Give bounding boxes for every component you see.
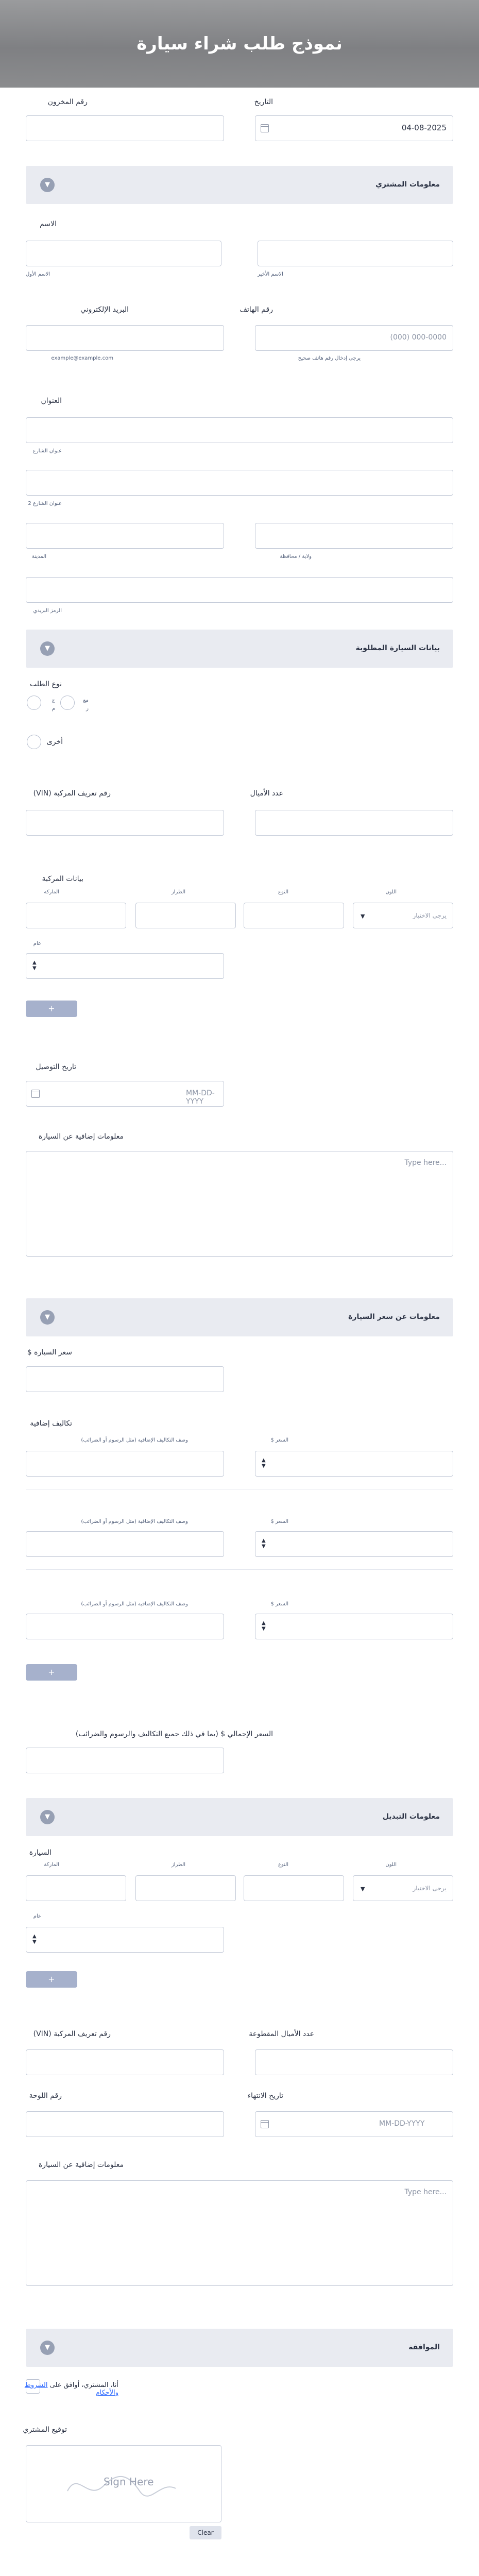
tradein-color-label: اللون	[385, 1862, 397, 1868]
section-buyer-info[interactable]	[26, 166, 453, 204]
vehicle-data-label: بيانات المركبة	[42, 875, 83, 883]
last-name-input[interactable]	[258, 241, 453, 266]
tradein-model-label: الطراز	[171, 1862, 185, 1868]
expiry-date-label: تاريخ الانتهاء	[247, 2092, 283, 2100]
tradein-make-input[interactable]	[26, 1875, 126, 1901]
date-field[interactable]	[255, 115, 453, 141]
section-title: الموافقة	[408, 2343, 440, 2351]
textarea-placeholder: Type here...	[404, 2188, 447, 2196]
tradein-color-value: يرجى الاختيار	[413, 1885, 447, 1892]
price-col-label-1: السعر $	[270, 1437, 288, 1443]
agree-prefix: أنا، المشتري، أوافق على	[49, 2381, 118, 2389]
last-name-sublabel: الاسم الأخير	[258, 272, 283, 277]
color-select-value: يرجى الاختيار	[413, 912, 447, 919]
buyer-signature-pad[interactable]	[26, 2445, 221, 2522]
tradein-trim-input[interactable]	[244, 1875, 344, 1901]
phone-placeholder: (000) 000-0000	[390, 333, 447, 342]
radio-other[interactable]	[27, 735, 41, 749]
stock-number-input[interactable]	[26, 115, 224, 141]
radio-option-1-label: ج	[52, 698, 55, 703]
make-column-label: الماركة	[44, 889, 59, 895]
trim-column-label: النوع	[278, 889, 288, 895]
terms-link[interactable]: الشروط والأحكام	[24, 2381, 118, 2397]
zip-sublabel: الرمز البريدي	[33, 608, 62, 614]
total-price-input[interactable]	[26, 1748, 224, 1773]
miles-input[interactable]	[255, 810, 453, 836]
section-vehicle-info[interactable]	[26, 630, 453, 668]
form-title: نموذج طلب شراء سيارة	[136, 33, 343, 54]
textarea-placeholder: Type here...	[404, 1159, 447, 1167]
extra-cost-price-1[interactable]	[255, 1451, 453, 1477]
section-title: معلومات المشتري	[375, 180, 440, 189]
car-price-label: سعر السيارة $	[27, 1348, 72, 1357]
vin-input[interactable]	[26, 810, 224, 836]
phone-hint: يرجى إدخال رقم هاتف صحيح	[298, 355, 361, 361]
plate-label: رقم اللوحة	[29, 2092, 62, 2100]
section-consent[interactable]	[26, 2329, 453, 2367]
phone-input[interactable]	[255, 325, 453, 351]
vehicle-extra-label: معلومات إضافية عن السيارة	[38, 1132, 124, 1141]
date-value: 04-08-2025	[401, 123, 447, 132]
chevron-down-icon[interactable]: ▼	[40, 1810, 55, 1824]
first-name-input[interactable]	[26, 241, 221, 266]
year-input[interactable]	[26, 953, 224, 979]
tradein-miles-input[interactable]	[255, 2049, 453, 2075]
trim-input[interactable]	[244, 903, 344, 928]
date-label: التاريخ	[254, 98, 273, 106]
tradein-trim-label: النوع	[278, 1862, 288, 1868]
tradein-make-label: الماركة	[44, 1862, 59, 1868]
street-input[interactable]	[26, 417, 453, 443]
first-name-sublabel: الاسم الأول	[26, 272, 50, 277]
radio-option-2-label: م	[52, 706, 55, 711]
tradein-year-input[interactable]	[26, 1927, 224, 1953]
condition-label: نوع الطلب	[30, 680, 62, 688]
delivery-date-placeholder: MM-DD-YYYY	[186, 1089, 215, 1106]
extra-cost-desc-1[interactable]	[26, 1451, 224, 1477]
color-select[interactable]	[353, 903, 453, 928]
add-vehicle-row-button[interactable]: +	[26, 1001, 77, 1017]
price-col-label-3: السعر $	[270, 1601, 288, 1607]
extra-cost-desc-3[interactable]	[26, 1614, 224, 1639]
color-column-label: اللون	[385, 889, 397, 895]
stepper-icon[interactable]: ▲ ▼	[32, 960, 37, 971]
stepper-icon[interactable]: ▲ ▼	[262, 1538, 266, 1549]
tradein-model-input[interactable]	[135, 1875, 236, 1901]
plate-input[interactable]	[26, 2111, 224, 2137]
tradein-vin-label: رقم تعريف المركبة (VIN)	[33, 2030, 111, 2038]
make-input[interactable]	[26, 903, 126, 928]
vehicle-extra-textarea[interactable]	[26, 1151, 453, 1257]
sign-here-text: Sign Here	[104, 2476, 154, 2488]
name-label: الاسم	[40, 220, 57, 228]
vin-label: رقم تعريف المركبة (VIN)	[33, 789, 111, 798]
stock-number-label: رقم المخزون	[47, 98, 88, 106]
phone-label: رقم الهاتف	[239, 306, 273, 314]
section-title: معلومات عن سعر السيارة	[348, 1313, 440, 1321]
chevron-down-icon[interactable]: ▼	[40, 641, 55, 656]
tradein-car-label: السيارة	[29, 1849, 52, 1857]
add-tradein-row-button[interactable]: +	[26, 1971, 77, 1988]
extra-costs-label: تكاليف إضافية	[30, 1419, 72, 1428]
email-label: البريد الإلكتروني	[80, 306, 129, 314]
state-input[interactable]	[255, 523, 453, 549]
desc-col-label-1: وصف التكاليف الإضافية (مثل الرسوم أو الضرائب)	[81, 1437, 188, 1443]
section-tradein-info[interactable]	[26, 1798, 453, 1836]
zip-input[interactable]	[26, 577, 453, 603]
tradein-extra-label: معلومات إضافية عن السيارة	[38, 2161, 124, 2169]
city-sublabel: المدينة	[31, 554, 46, 560]
street2-input[interactable]	[26, 470, 453, 496]
street-sublabel: عنوان الشارع	[32, 448, 62, 454]
tradein-year-label: عام	[33, 1913, 41, 1919]
calendar-icon[interactable]	[31, 1090, 40, 1098]
city-input[interactable]	[26, 523, 224, 549]
state-sublabel: ولاية / محافظة	[280, 554, 312, 560]
radio-other-label: أخرى	[46, 738, 63, 746]
buyer-signature-clear-button[interactable]: Clear	[190, 2526, 221, 2539]
calendar-icon[interactable]	[261, 2120, 269, 2128]
section-title: معلومات التبديل	[382, 1812, 440, 1821]
address-label: العنوان	[41, 397, 62, 405]
radio-option-4-label: ر	[86, 706, 89, 711]
miles-label: عدد الأميال	[250, 789, 283, 798]
chevron-down-icon: ▼	[361, 1886, 365, 1892]
email-input[interactable]	[26, 325, 224, 351]
year-label: عام	[33, 941, 41, 946]
form-header	[0, 0, 479, 88]
model-column-label: الطراز	[171, 889, 185, 895]
tradein-color-select[interactable]	[353, 1875, 453, 1901]
price-col-label-2: السعر $	[270, 1519, 288, 1524]
desc-col-label-2: وصف التكاليف الإضافية (مثل الرسوم أو الضرائب)	[81, 1519, 188, 1524]
agree-text	[0, 2381, 118, 2397]
tradein-miles-label: عدد الأميال المقطوعة	[249, 2030, 314, 2038]
form-body	[0, 88, 479, 2576]
divider	[26, 1569, 453, 1570]
stepper-icon[interactable]: ▲ ▼	[262, 1620, 266, 1632]
buyer-signature-label: توقيع المشتري	[23, 2426, 67, 2434]
extra-cost-price-2[interactable]	[255, 1531, 453, 1557]
expiry-date-placeholder: MM-DD-YYYY	[379, 2120, 425, 2128]
extra-cost-price-3[interactable]	[255, 1614, 453, 1639]
tradein-extra-textarea[interactable]	[26, 2180, 453, 2286]
street2-sublabel: عنوان الشارع 2	[28, 501, 62, 506]
stepper-icon[interactable]: ▲ ▼	[262, 1458, 266, 1469]
email-hint: example@example.com	[51, 355, 113, 361]
calendar-icon[interactable]	[261, 124, 269, 132]
add-extra-cost-button[interactable]: +	[26, 1664, 77, 1681]
car-price-input[interactable]	[26, 1366, 224, 1392]
delivery-date-label: تاريخ التوصيل	[36, 1063, 76, 1071]
model-input[interactable]	[135, 903, 236, 928]
delivery-date-input[interactable]	[26, 1081, 224, 1107]
chevron-down-icon[interactable]: ▼	[40, 1310, 55, 1325]
expiry-date-input[interactable]	[255, 2111, 453, 2137]
total-price-label: السعر الإجمالي $ (بما في ذلك جميع التكاليف والرسوم والضرائب)	[75, 1730, 273, 1738]
extra-cost-desc-2[interactable]	[26, 1531, 224, 1557]
tradein-vin-input[interactable]	[26, 2049, 224, 2075]
section-price-info[interactable]	[26, 1298, 453, 1336]
chevron-down-icon[interactable]: ▼	[40, 178, 55, 192]
chevron-down-icon[interactable]: ▼	[40, 2341, 55, 2355]
radio-option-2[interactable]	[60, 696, 75, 710]
radio-option-1[interactable]	[27, 696, 41, 710]
section-title: بيانات السيارة المطلوبة	[355, 644, 440, 652]
stepper-icon[interactable]: ▲ ▼	[32, 1934, 37, 1945]
chevron-down-icon: ▼	[361, 913, 365, 920]
radio-option-3-label: مع	[83, 698, 89, 703]
desc-col-label-3: وصف التكاليف الإضافية (مثل الرسوم أو الضرائب)	[81, 1601, 188, 1607]
